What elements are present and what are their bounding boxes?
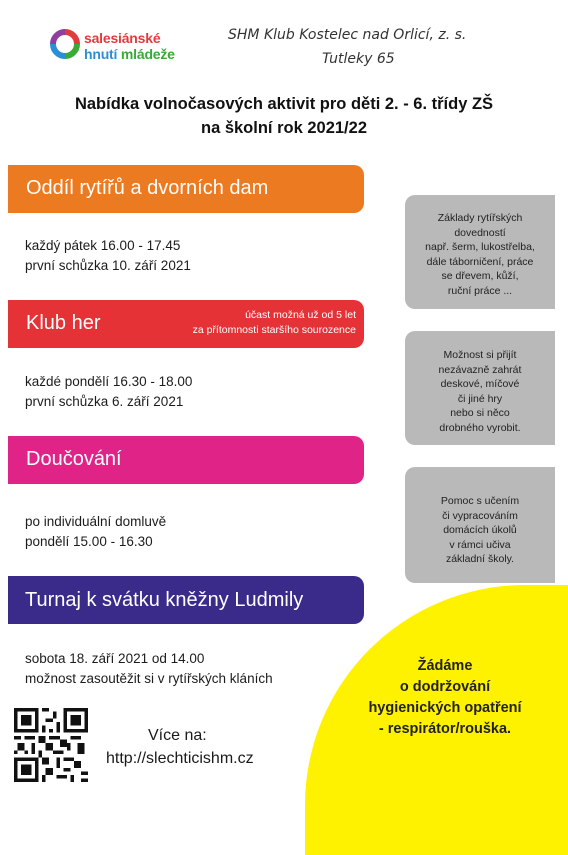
activity-title: Turnaj k svátku kněžny Ludmily xyxy=(25,589,304,611)
activity-schedule: každý pátek 16.00 - 17.45 xyxy=(25,238,181,253)
card-line: v rámci učiva xyxy=(449,538,511,551)
card-line: drobného vyrobit. xyxy=(439,421,521,434)
activity-title: Klub her xyxy=(26,312,101,334)
activity-schedule: po individuální domluvě xyxy=(25,514,167,529)
note-line: za přítomnosti staršího sourozence xyxy=(192,324,356,336)
card-line: ruční práce ... xyxy=(447,284,513,297)
activity-banner-tutoring xyxy=(8,436,364,484)
card-line: Základy rytířských xyxy=(437,212,523,224)
activity-info-tournament xyxy=(25,649,273,689)
card-line: či jiné hry xyxy=(457,392,503,405)
notice-line: - respirátor/rouška. xyxy=(378,721,512,737)
description-card-tutoring xyxy=(405,467,555,583)
activity-first-meeting: první schůzka 6. září 2021 xyxy=(25,394,184,409)
activity-info-knights xyxy=(25,236,191,276)
activity-time: pondělí 15.00 - 16.30 xyxy=(25,534,153,549)
card-line: Možnost si přijít xyxy=(443,349,517,361)
activity-title: Oddíl rytířů a dvorních dam xyxy=(26,177,269,199)
activity-info-tutoring xyxy=(25,512,166,552)
activity-age-note xyxy=(160,308,356,338)
activity-banner-games-club xyxy=(8,300,364,348)
card-line: domácích úkolů xyxy=(443,524,517,536)
notice-line: o dodržování xyxy=(399,679,491,695)
card-line: např. šerm, lukostřelba, xyxy=(425,241,535,253)
card-line: se dřevem, kůží, xyxy=(441,270,519,282)
activity-title: Doučování xyxy=(26,448,122,470)
logo-text-line2 xyxy=(84,46,175,62)
shm-logo-icon xyxy=(50,29,80,59)
notice-line: Žádáme xyxy=(417,658,473,674)
description-card-games xyxy=(405,331,555,445)
notice-line: hygienických opatření xyxy=(368,700,522,716)
card-line: Pomoc s učením xyxy=(440,495,520,507)
description-card-knights xyxy=(405,195,555,309)
logo-text-hnuti: hnutí xyxy=(84,46,118,62)
website-link[interactable]: http://slechticishm.cz xyxy=(106,750,254,767)
activity-description: možnost zasoutěžit si v rytířských kláních xyxy=(25,671,273,686)
logo-text-mladeze: mládeže xyxy=(120,46,175,62)
logo-text-line1: salesiánské xyxy=(84,30,161,46)
activity-date: sobota 18. září 2021 od 14.00 xyxy=(25,651,205,666)
more-info-label: Více na: xyxy=(148,727,207,744)
qr-code[interactable] xyxy=(14,708,88,782)
activity-banner-knights xyxy=(8,165,364,213)
activity-info-games-club xyxy=(25,372,192,412)
hygiene-notice xyxy=(345,656,545,740)
card-line: dovedností xyxy=(454,226,506,239)
page-title: Nabídka volnočasových aktivit pro děti 2. - 6. třídy ZŠ xyxy=(74,95,494,113)
card-line: nebo si něco xyxy=(450,407,510,419)
club-address: Tutleky 65 xyxy=(322,51,395,67)
note-line: účast možná už od 5 let xyxy=(245,309,356,321)
card-line: základní školy. xyxy=(445,553,515,565)
card-line: nezávazně zahrát xyxy=(438,363,522,376)
activity-banner-tournament xyxy=(8,576,364,624)
card-line: dále táborničení, práce xyxy=(426,255,534,268)
activity-schedule: každé pondělí 16.30 - 18.00 xyxy=(25,374,193,389)
page-subtitle: na školní rok 2021/22 xyxy=(200,119,367,137)
card-line: deskové, míčové xyxy=(440,378,520,390)
club-name: SHM Klub Kostelec nad Orlicí, z. s. xyxy=(228,27,467,43)
card-line: či vypracováním xyxy=(442,509,518,522)
shm-logo xyxy=(50,27,200,67)
activity-first-meeting: první schůzka 10. září 2021 xyxy=(25,258,191,273)
